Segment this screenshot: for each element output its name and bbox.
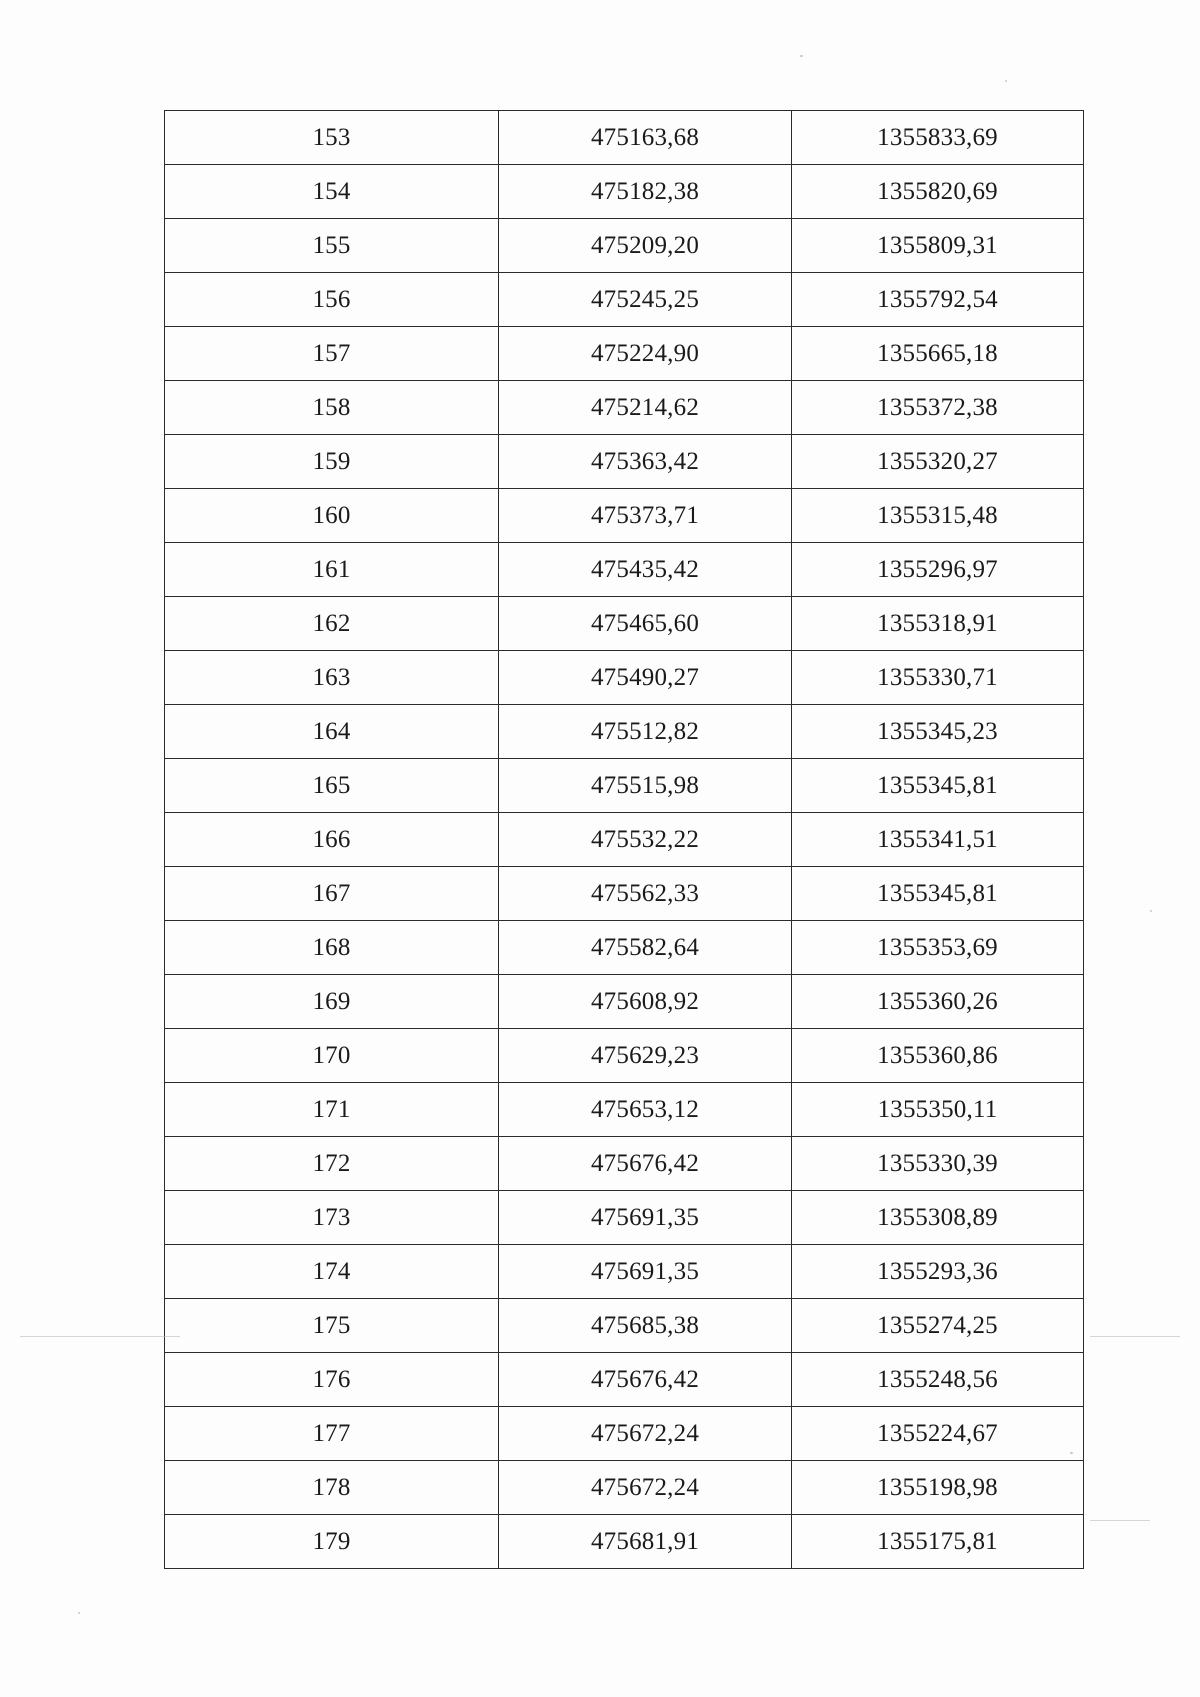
x-coordinate-cell: 475532,22 — [499, 813, 792, 867]
y-coordinate-cell: 1355308,89 — [792, 1191, 1084, 1245]
point-number-cell: 156 — [165, 273, 499, 327]
y-coordinate-cell: 1355833,69 — [792, 111, 1084, 165]
y-coordinate-cell: 1355175,81 — [792, 1515, 1084, 1569]
table-row — [165, 597, 1084, 651]
table-row — [165, 813, 1084, 867]
y-coordinate-cell: 1355293,36 — [792, 1245, 1084, 1299]
table-row — [165, 759, 1084, 813]
y-coordinate-cell: 1355809,31 — [792, 219, 1084, 273]
x-coordinate-cell: 475672,24 — [499, 1407, 792, 1461]
point-number-cell: 167 — [165, 867, 499, 921]
scan-artifact-speck — [800, 55, 803, 57]
point-number-cell: 154 — [165, 165, 499, 219]
scan-artifact-speck — [1005, 80, 1007, 82]
y-coordinate-cell: 1355224,67 — [792, 1407, 1084, 1461]
y-coordinate-cell: 1355820,69 — [792, 165, 1084, 219]
x-coordinate-cell: 475182,38 — [499, 165, 792, 219]
x-coordinate-cell: 475691,35 — [499, 1191, 792, 1245]
point-number-cell: 174 — [165, 1245, 499, 1299]
table-row — [165, 975, 1084, 1029]
point-number-cell: 171 — [165, 1083, 499, 1137]
y-coordinate-cell: 1355330,39 — [792, 1137, 1084, 1191]
y-coordinate-cell: 1355274,25 — [792, 1299, 1084, 1353]
x-coordinate-cell: 475245,25 — [499, 273, 792, 327]
scan-artifact-line — [1090, 1336, 1180, 1337]
point-number-cell: 172 — [165, 1137, 499, 1191]
y-coordinate-cell: 1355330,71 — [792, 651, 1084, 705]
table-row — [165, 435, 1084, 489]
point-number-cell: 155 — [165, 219, 499, 273]
point-number-cell: 173 — [165, 1191, 499, 1245]
x-coordinate-cell: 475608,92 — [499, 975, 792, 1029]
x-coordinate-cell: 475676,42 — [499, 1353, 792, 1407]
table-row — [165, 1461, 1084, 1515]
table-row — [165, 1353, 1084, 1407]
x-coordinate-cell: 475685,38 — [499, 1299, 792, 1353]
y-coordinate-cell: 1355341,51 — [792, 813, 1084, 867]
x-coordinate-cell: 475224,90 — [499, 327, 792, 381]
point-number-cell: 163 — [165, 651, 499, 705]
table-row — [165, 219, 1084, 273]
table-row — [165, 1515, 1084, 1569]
table-row — [165, 921, 1084, 975]
x-coordinate-cell: 475214,62 — [499, 381, 792, 435]
x-coordinate-cell: 475512,82 — [499, 705, 792, 759]
point-number-cell: 162 — [165, 597, 499, 651]
point-number-cell: 153 — [165, 111, 499, 165]
y-coordinate-cell: 1355315,48 — [792, 489, 1084, 543]
x-coordinate-cell: 475163,68 — [499, 111, 792, 165]
table-row — [165, 327, 1084, 381]
point-number-cell: 178 — [165, 1461, 499, 1515]
x-coordinate-cell: 475582,64 — [499, 921, 792, 975]
point-number-cell: 177 — [165, 1407, 499, 1461]
x-coordinate-cell: 475672,24 — [499, 1461, 792, 1515]
x-coordinate-cell: 475562,33 — [499, 867, 792, 921]
point-number-cell: 176 — [165, 1353, 499, 1407]
x-coordinate-cell: 475629,23 — [499, 1029, 792, 1083]
y-coordinate-cell: 1355353,69 — [792, 921, 1084, 975]
table-row — [165, 1191, 1084, 1245]
x-coordinate-cell: 475681,91 — [499, 1515, 792, 1569]
table-row — [165, 1407, 1084, 1461]
scan-artifact-line — [1090, 1520, 1150, 1521]
scan-artifact-speck — [1150, 910, 1152, 912]
coordinates-table — [164, 110, 1084, 1569]
point-number-cell: 179 — [165, 1515, 499, 1569]
x-coordinate-cell: 475435,42 — [499, 543, 792, 597]
table-row — [165, 651, 1084, 705]
y-coordinate-cell: 1355360,26 — [792, 975, 1084, 1029]
x-coordinate-cell: 475691,35 — [499, 1245, 792, 1299]
y-coordinate-cell: 1355318,91 — [792, 597, 1084, 651]
scan-artifact-speck — [78, 1612, 80, 1614]
point-number-cell: 164 — [165, 705, 499, 759]
point-number-cell: 166 — [165, 813, 499, 867]
y-coordinate-cell: 1355248,56 — [792, 1353, 1084, 1407]
point-number-cell: 157 — [165, 327, 499, 381]
table-row — [165, 489, 1084, 543]
scan-artifact-line — [20, 1336, 180, 1337]
point-number-cell: 168 — [165, 921, 499, 975]
point-number-cell: 170 — [165, 1029, 499, 1083]
table-row — [165, 111, 1084, 165]
table-row — [165, 1299, 1084, 1353]
table-row — [165, 1083, 1084, 1137]
y-coordinate-cell: 1355198,98 — [792, 1461, 1084, 1515]
coordinates-table-body — [165, 111, 1084, 1569]
y-coordinate-cell: 1355296,97 — [792, 543, 1084, 597]
y-coordinate-cell: 1355665,18 — [792, 327, 1084, 381]
y-coordinate-cell: 1355345,23 — [792, 705, 1084, 759]
table-row — [165, 1137, 1084, 1191]
table-row — [165, 705, 1084, 759]
scan-artifact-speck — [1070, 1452, 1073, 1454]
x-coordinate-cell: 475373,71 — [499, 489, 792, 543]
table-row — [165, 381, 1084, 435]
y-coordinate-cell: 1355792,54 — [792, 273, 1084, 327]
y-coordinate-cell: 1355345,81 — [792, 759, 1084, 813]
table-row — [165, 1245, 1084, 1299]
x-coordinate-cell: 475209,20 — [499, 219, 792, 273]
y-coordinate-cell: 1355320,27 — [792, 435, 1084, 489]
table-row — [165, 273, 1084, 327]
table-row — [165, 867, 1084, 921]
y-coordinate-cell: 1355350,11 — [792, 1083, 1084, 1137]
x-coordinate-cell: 475363,42 — [499, 435, 792, 489]
table-row — [165, 1029, 1084, 1083]
x-coordinate-cell: 475676,42 — [499, 1137, 792, 1191]
x-coordinate-cell: 475653,12 — [499, 1083, 792, 1137]
y-coordinate-cell: 1355360,86 — [792, 1029, 1084, 1083]
point-number-cell: 175 — [165, 1299, 499, 1353]
point-number-cell: 159 — [165, 435, 499, 489]
point-number-cell: 169 — [165, 975, 499, 1029]
y-coordinate-cell: 1355372,38 — [792, 381, 1084, 435]
table-row — [165, 165, 1084, 219]
point-number-cell: 160 — [165, 489, 499, 543]
x-coordinate-cell: 475465,60 — [499, 597, 792, 651]
table-row — [165, 543, 1084, 597]
x-coordinate-cell: 475515,98 — [499, 759, 792, 813]
point-number-cell: 165 — [165, 759, 499, 813]
x-coordinate-cell: 475490,27 — [499, 651, 792, 705]
point-number-cell: 158 — [165, 381, 499, 435]
point-number-cell: 161 — [165, 543, 499, 597]
y-coordinate-cell: 1355345,81 — [792, 867, 1084, 921]
